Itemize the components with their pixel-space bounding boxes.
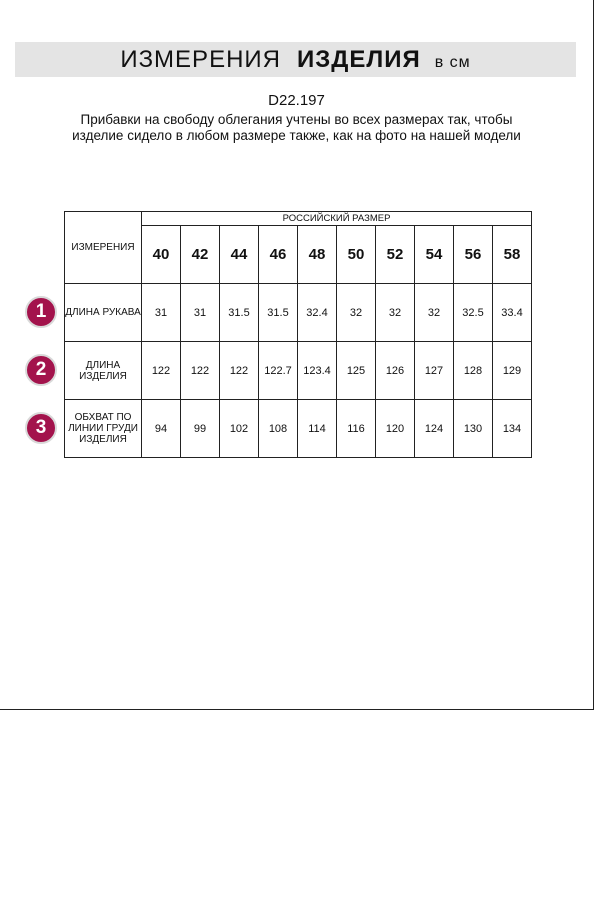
size-header: 58 [493, 226, 532, 284]
fit-note: Прибавки на свободу облегания учтены во всех размерах так, чтобы изделие сидело в любом размере также, как на фото на нашей модели [72, 112, 521, 143]
size-header: 42 [181, 226, 220, 284]
table-cell: 31.5 [259, 284, 298, 342]
size-header: 44 [220, 226, 259, 284]
size-header: 40 [142, 226, 181, 284]
row-number-badge: 3 [25, 412, 57, 444]
table-cell: 122 [181, 342, 220, 400]
article-code: D22.197 [268, 92, 325, 109]
table-cell: 31 [142, 284, 181, 342]
size-header: 54 [415, 226, 454, 284]
table-cell: 32 [337, 284, 376, 342]
size-header: 56 [454, 226, 493, 284]
table-cell: 122 [220, 342, 259, 400]
table-cell: 126 [376, 342, 415, 400]
table-cell: 33.4 [493, 284, 532, 342]
table-cell: 122 [142, 342, 181, 400]
table-cell: 32 [376, 284, 415, 342]
row-label: ДЛИНА ИЗДЕЛИЯ [65, 342, 142, 400]
size-table [64, 211, 532, 458]
row-number-badge: 2 [25, 354, 57, 386]
title-part2: ИЗДЕЛИЯ [297, 46, 421, 73]
table-cell: 108 [259, 400, 298, 458]
table-cell: 124 [415, 400, 454, 458]
table-cell: 31.5 [220, 284, 259, 342]
table-cell: 99 [181, 400, 220, 458]
size-header: 46 [259, 226, 298, 284]
size-system-header: РОССИЙСКИЙ РАЗМЕР [142, 212, 532, 226]
table-cell: 116 [337, 400, 376, 458]
row-label: ОБХВАТ ПО ЛИНИИ ГРУДИ ИЗДЕЛИЯ [65, 400, 142, 458]
title-bar [15, 42, 576, 77]
table-cell: 102 [220, 400, 259, 458]
title-part1: ИЗМЕРЕНИЯ [120, 46, 281, 73]
size-header: 48 [298, 226, 337, 284]
table-cell: 134 [493, 400, 532, 458]
table-cell: 94 [142, 400, 181, 458]
table-row [65, 400, 532, 458]
row-number-badge: 1 [25, 296, 57, 328]
size-header: 52 [376, 226, 415, 284]
table-cell: 123.4 [298, 342, 337, 400]
size-header: 50 [337, 226, 376, 284]
table-cell: 122.7 [259, 342, 298, 400]
measurements-header: ИЗМЕРЕНИЯ [65, 212, 142, 284]
table-cell: 125 [337, 342, 376, 400]
table-cell: 32.5 [454, 284, 493, 342]
table-cell: 129 [493, 342, 532, 400]
table-cell: 127 [415, 342, 454, 400]
table-cell: 130 [454, 400, 493, 458]
table-cell: 31 [181, 284, 220, 342]
table-row [65, 284, 532, 342]
table-cell: 32 [415, 284, 454, 342]
row-label: ДЛИНА РУКАВА [65, 284, 142, 342]
table-row [65, 342, 532, 400]
title-unit: в см [434, 54, 471, 71]
table-cell: 32.4 [298, 284, 337, 342]
table-cell: 120 [376, 400, 415, 458]
table-cell: 128 [454, 342, 493, 400]
table-cell: 114 [298, 400, 337, 458]
